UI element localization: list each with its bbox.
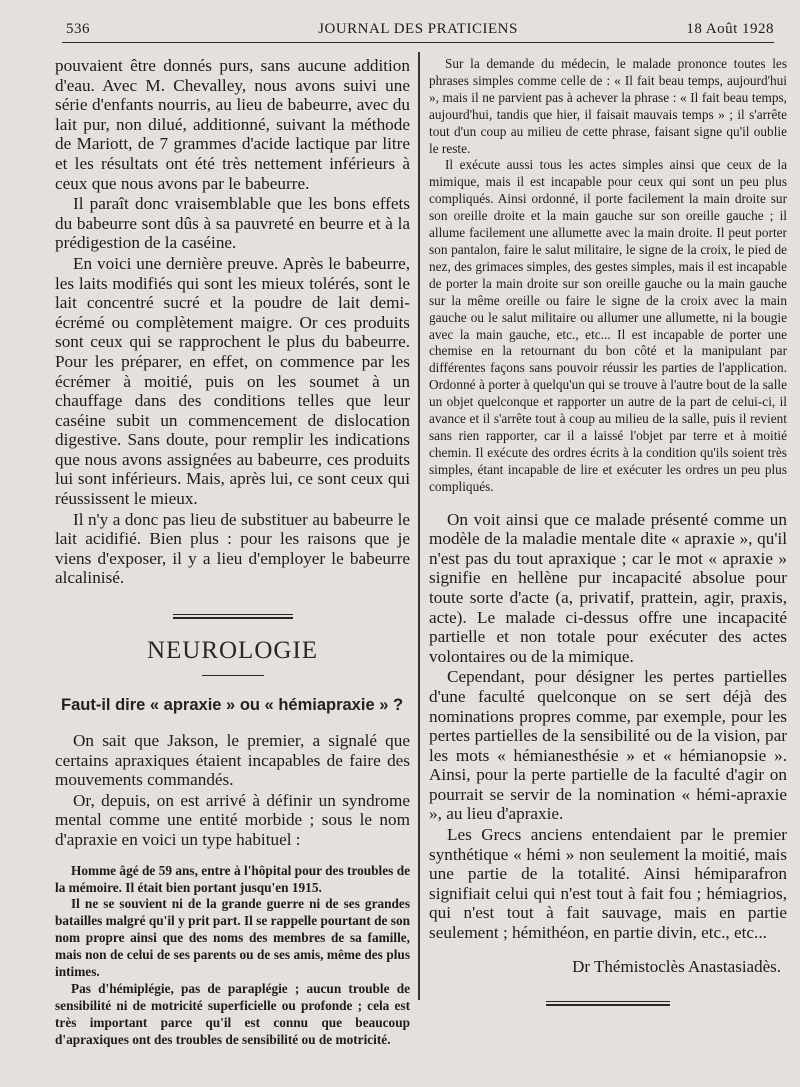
paragraph: On sait que Jakson, le premier, a signalé que certains apraxiques étaient incapables de faire des mouvements commandés. [55, 731, 410, 790]
paragraph: Cependant, pour désigner les pertes partielles d'une faculté quelconque on se sert déjà des nominations propres comme, par exemple, pour les pertes partielles de la sensibilité ou de la vision, par les mots « hémianesthésie » et « hémianopsie ». Ainsi, pour la perte partielle de la faculté d'agir on pourrait se servir de la nomination « hémi-apraxie », au lieu d'apraxie. [429, 667, 787, 824]
end-separator [546, 1001, 670, 1006]
case-paragraph: Sur la demande du médecin, le malade prononce toutes les phrases simples comme celle de : « Il fait beau temps, aujourd'hui », mais il ne parvient pas à achever la phrase : « Il fait beau temps, aujourd'hui, tandis que hier, il faisait mauvais temps » ; il s'arrête tout d'un coup au milieu de cette phrase, faisant signe qu'il oublie le reste. [429, 56, 787, 156]
left-column [55, 56, 410, 1049]
paragraph: Les Grecs anciens entendaient par le premier synthétique « hémi » non seulement la moitié, mais une partie de la totalité. Ainsi hémiparafron signifiait celui qui n'est tout à fait fou ; hémiagrios, qui n'est tout à fait sauvage, mais en partie seulement ; hémithéon, en partie divin, etc., etc... [429, 825, 787, 943]
section-title: NEUROLOGIE [146, 637, 319, 665]
right-column [429, 56, 787, 1006]
section-separator [173, 614, 293, 619]
paragraph: On voit ainsi que ce malade présenté comme un modèle de la maladie mentale dite « apraxie », qu'il n'est pas du tout apraxique ; car le mot « apraxie » signifie en hellène pur incapacité absolue pour toute sorte d'acte (a, privatif, prattein, agir, praxis, acte). Le malade ci-dessus offre une incapacité partielle et non totale pour exécuter des actes volontaires ou de la mimique. [429, 509, 787, 666]
paragraph: Il n'y a donc pas lieu de substituer au babeurre le lait acidifié. Bien plus : pour les raisons que je viens d'exposer, il y a lieu d'employer le babeurre alcalinisé. [55, 509, 410, 588]
author-signature: Dr Thémistoclès Anastasiadès. [572, 956, 781, 976]
running-header [62, 18, 774, 43]
paragraph: En voici une dernière preuve. Après le babeurre, les laits modifiés qui sont les mieux tolérés, sont le lait concentré sucré et la poudre de lait demi-écrémé ou complètement maigre. Or ces produits sont ceux qui se rapprochent le plus du babeurre. Pour les préparer, en effet, on commence par les écrémer à moitié, puis on les soumet à un chauffage dans des conditions telles que leur caséine subit un commencement de dislocation digestive. Sans doute, pour remplir les indications que nous avons assignées au babeurre, ces produits lui sont inférieurs. Mais, après lui, ce sont ceux qui réussissent le mieux. [55, 253, 410, 509]
case-paragraph: Pas d'hémiplégie, pas de paraplégie ; aucun trouble de sensibilité ni de motricité superficielle ou profonde ; cela est très important parce qu'il est connu que beaucoup d'apraxiques ont des troubles de sensibilité ou de motricité. [55, 980, 410, 1047]
title-underline [202, 675, 264, 676]
article-title: Faut-il dire « apraxie » ou « hémiapraxie » ? [61, 696, 404, 715]
case-paragraph: Il ne se souvient ni de la grande guerre ni de ses grandes batailles malgré qu'il y prit part. Il se rappelle pourtant de son nom propre ainsi que des noms des membres de sa famille, mais non de celui de ses parents ou de ses amis, même des plus intimes. [55, 896, 410, 980]
page-number: 536 [66, 21, 90, 37]
journal-title: JOURNAL DES PRATICIENS [318, 21, 518, 37]
paragraph: Il paraît donc vraisemblable que les bons effets du babeurre sont dûs à sa pauvreté en beurre et à la prédigestion de la caséine. [55, 194, 410, 253]
paragraph: pouvaient être donnés purs, sans aucune addition d'eau. Avec M. Chevalley, nous avons suivi une série d'enfants nourris, au lieu de babeurre, avec du lait pur, non dilué, additionné, suivant la méthode de Mariott, de 7 grammes d'acide lactique par litre et les résultats ont été très nettement inférieurs à ceux que nous avons par le babeurre. [55, 56, 410, 193]
case-paragraph: Il exécute aussi tous les actes simples ainsi que ceux de la mimique, mais il est incapable pour ceux qui sont un peu plus compliqués. Ainsi ordonné, il porte facilement la main droite sur son oreille droite et la main gauche sur son oreille gauche ; il allume facilement une allumette avec la main droite. Il peut porter son pantalon, faire le salut militaire, le signe de la croix, le pied de nez, des grimaces simples, des gestes simples, mais il est incapable de porter la main droite sur son oreille gauche ou la main gauche sur la même oreille ou faire le signe de la croix avec la main gauche ou le salut militaire ou allumer une allumette, ni la bougie avec la main gauche, etc., etc... Il est incapable de porter une chemise en la retournant du bon côté et la manipulant par différentes façons sans pouvoir réussir les parties de l'application. Ordonné à porter à quelqu'un qui se trouve à l'autre bout de la salle un objet quelconque et rapporter un autre de la part de celui-ci, il avance et il s'arrête tout à coup au milieu de la salle, puis il revient sans rien rapporter, car il a laissé l'objet par terre et à moitié chemin. Il exécute des ordres écrits à la condition qu'ils soient très simples, étant incapable de lire et exécuter les ordres un peu plus compliqués. [429, 157, 787, 494]
issue-date: 18 Août 1928 [686, 21, 774, 37]
case-paragraph: Homme âgé de 59 ans, entre à l'hôpital pour des troubles de la mémoire. Il était bien portant jusqu'en 1915. [55, 862, 410, 895]
paragraph: Or, depuis, on est arrivé à définir un syndrome mental comme une entité morbide ; sous le nom d'apraxie en voici un type habituel : [55, 790, 410, 849]
column-divider [418, 52, 420, 1000]
